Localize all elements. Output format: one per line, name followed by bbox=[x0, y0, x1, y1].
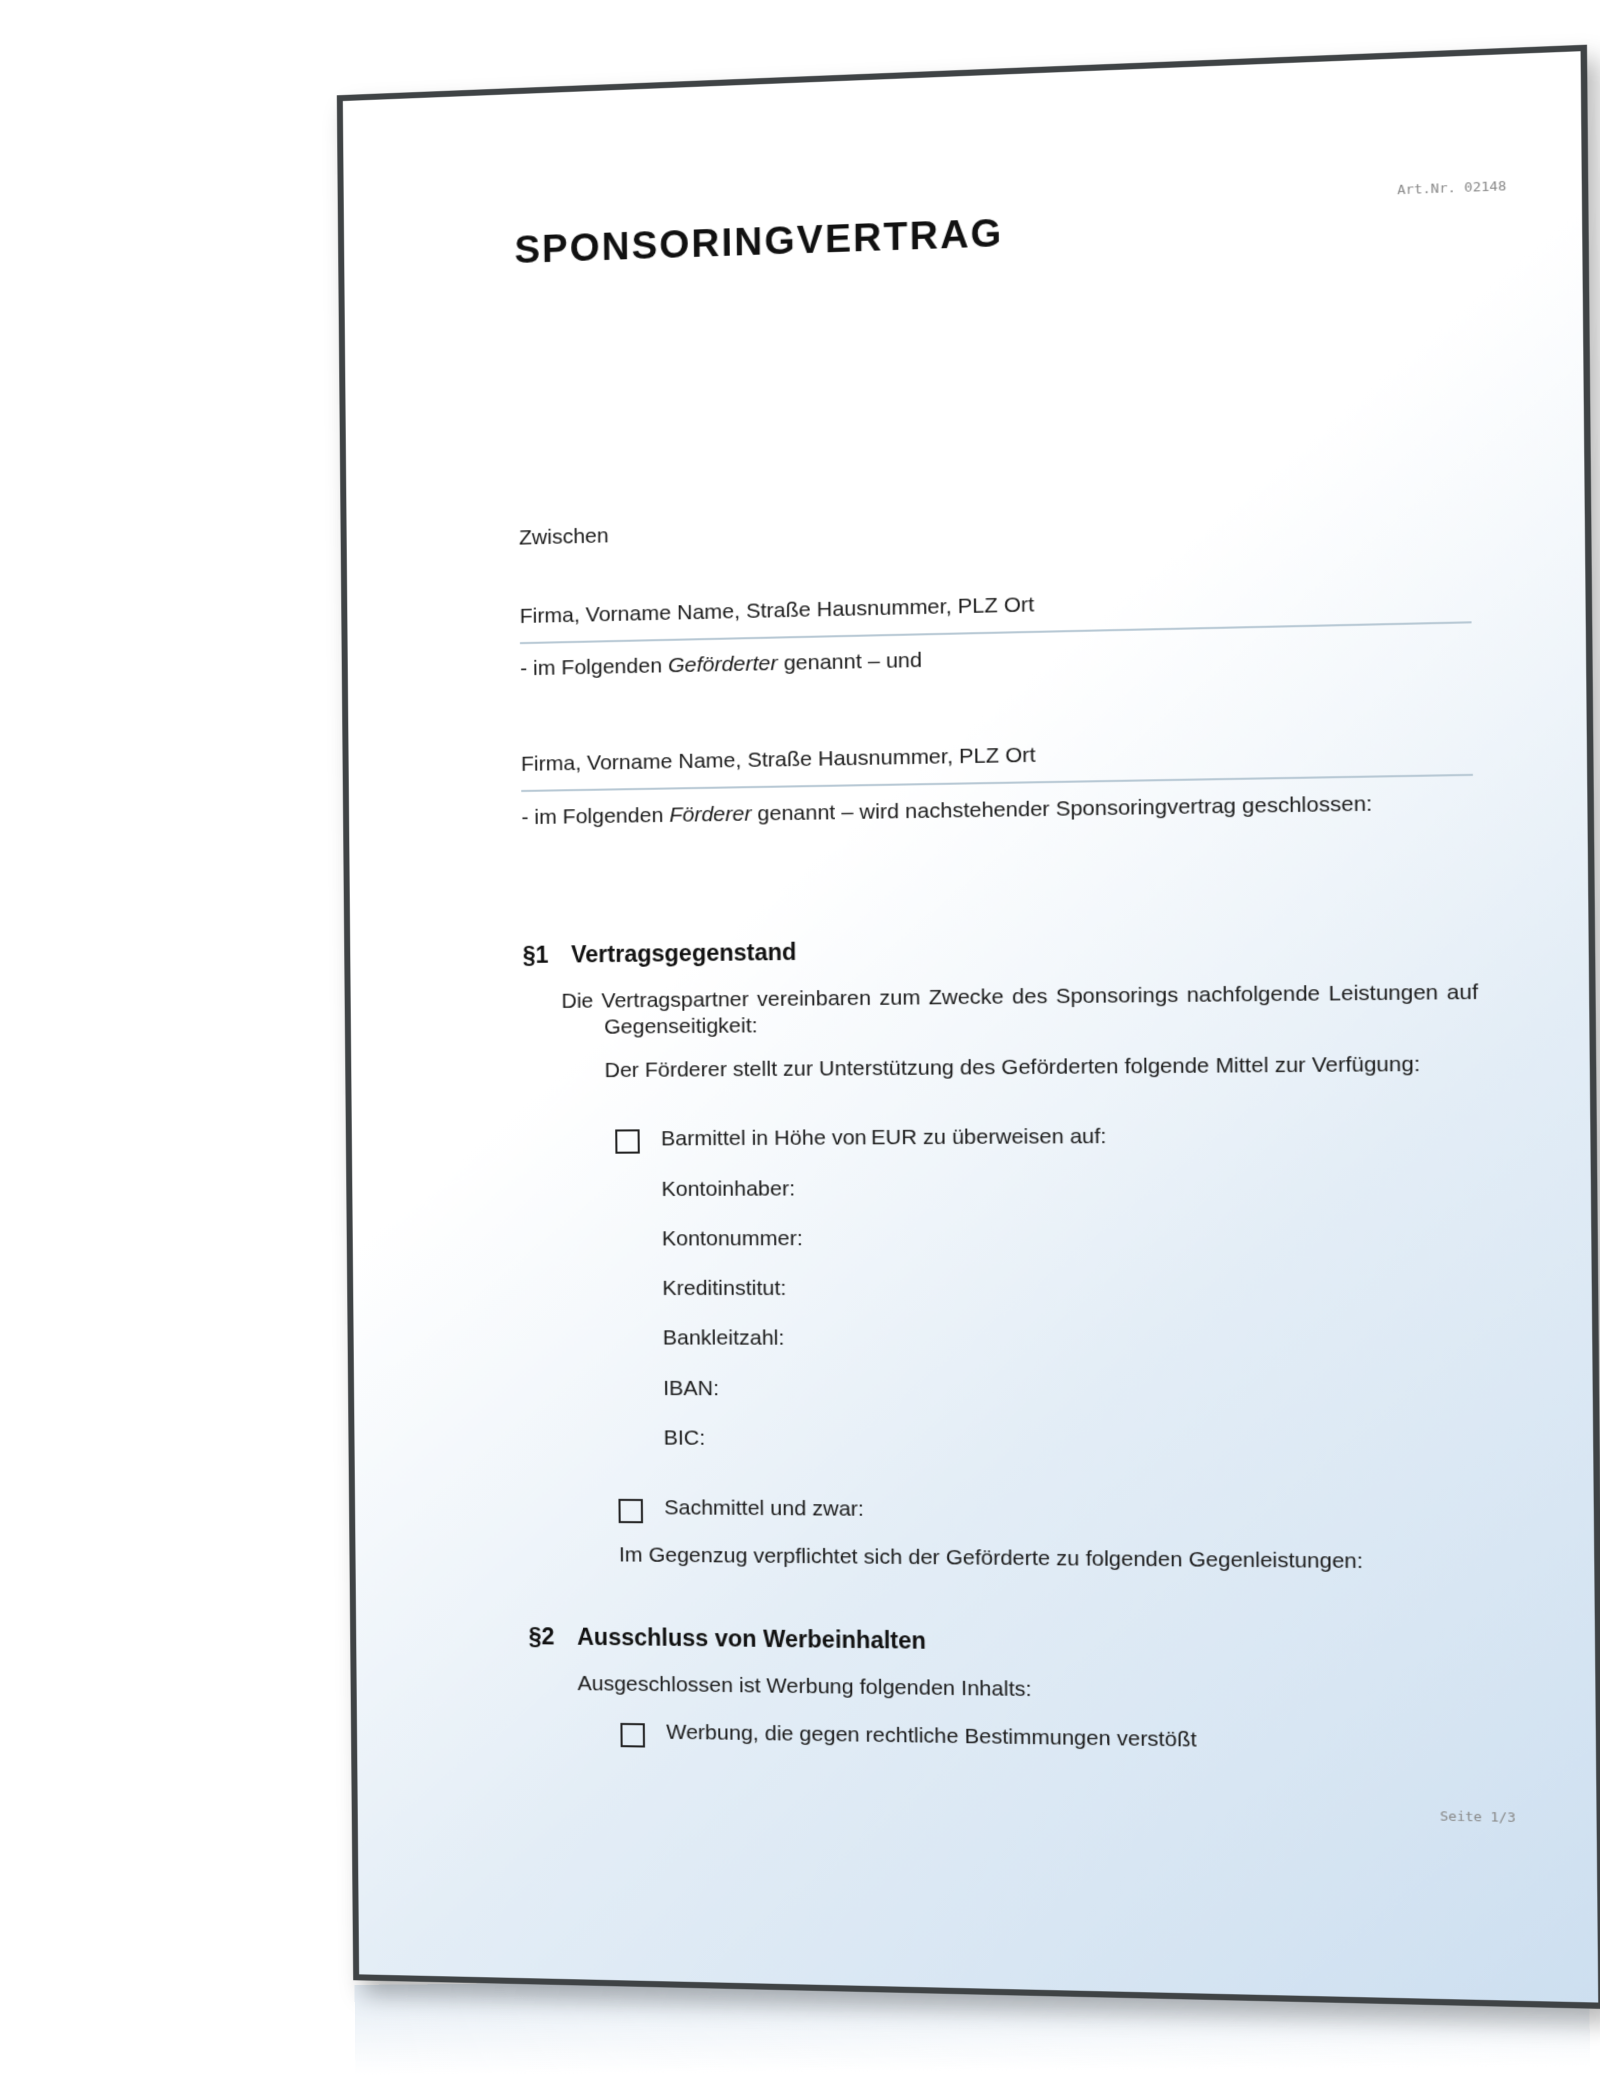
section2-heading: Ausschluss von Werbeinhalten bbox=[577, 1623, 927, 1654]
party1-role-name: Geförderter bbox=[667, 651, 778, 678]
party1-role-prefix: - im Folgenden bbox=[520, 654, 669, 681]
party1-role bbox=[520, 649, 922, 682]
bank-field-account-holder: Kontoinhaber: bbox=[661, 1177, 796, 1201]
section1-intro-line1: Die Vertragspartner vereinbaren zum Zwecke des Sponsorings nachfolgende Leistungen auf bbox=[561, 980, 1479, 1013]
means-text: Der Förderer stellt zur Unterstützung des Geförderten folgende Mittel zur Verfügung: bbox=[604, 1052, 1421, 1083]
bank-field-bic: BIC: bbox=[663, 1426, 706, 1450]
party2-role-suffix: genannt – wird nachstehender Sponsoringvertrag geschlossen: bbox=[751, 792, 1373, 826]
section2-intro: Ausgeschlossen ist Werbung folgenden Inhalts: bbox=[577, 1671, 1032, 1702]
page-number: Seite 1/3 bbox=[1439, 1809, 1516, 1827]
bank-field-credit-institute: Kreditinstitut: bbox=[662, 1276, 787, 1301]
counter-performance-text: Im Gegenzug verpflichtet sich der Geförderte zu folgenden Gegenleistungen: bbox=[618, 1543, 1364, 1574]
section1-number: §1 bbox=[522, 941, 549, 969]
goods-option-label: Sachmittel und zwar: bbox=[664, 1496, 865, 1521]
document-page bbox=[337, 45, 1600, 2009]
section2-number: §2 bbox=[528, 1623, 555, 1650]
party2-line bbox=[521, 774, 1473, 792]
cash-suffix-label: EUR zu überweisen auf: bbox=[870, 1124, 1107, 1150]
advertising-exclusion-checkbox[interactable] bbox=[620, 1723, 645, 1748]
between-label: Zwischen bbox=[518, 524, 609, 550]
party2-role bbox=[521, 792, 1372, 830]
bank-field-iban: IBAN: bbox=[663, 1376, 720, 1401]
party2-address: Firma, Vorname Name, Straße Hausnummer, PLZ Ort bbox=[520, 743, 1036, 776]
bank-field-account-number: Kontonummer: bbox=[661, 1226, 803, 1251]
party1-address: Firma, Vorname Name, Straße Hausnummer, PLZ Ort bbox=[519, 593, 1035, 629]
advertising-exclusion-label: Werbung, die gegen rechtliche Bestimmungen verstößt bbox=[666, 1720, 1197, 1752]
party2-role-name: Förderer bbox=[669, 802, 752, 827]
cash-option-label: Barmittel in Höhe von bbox=[660, 1126, 867, 1151]
section1-intro bbox=[561, 979, 1478, 1041]
party2-role-prefix: - im Folgenden bbox=[521, 803, 670, 830]
party1-role-suffix: genannt – und bbox=[777, 648, 923, 676]
bank-field-bank-code: Bankleitzahl: bbox=[662, 1326, 785, 1350]
section1-heading: Vertragsgegenstand bbox=[571, 938, 797, 968]
article-number: Art.Nr. 02148 bbox=[1397, 178, 1507, 199]
goods-checkbox[interactable] bbox=[618, 1499, 643, 1523]
document-title: SPONSORINGVERTRAG bbox=[514, 212, 1004, 273]
cash-checkbox[interactable] bbox=[615, 1129, 640, 1153]
section1-intro-line2: Gegenseitigkeit: bbox=[604, 1014, 758, 1039]
